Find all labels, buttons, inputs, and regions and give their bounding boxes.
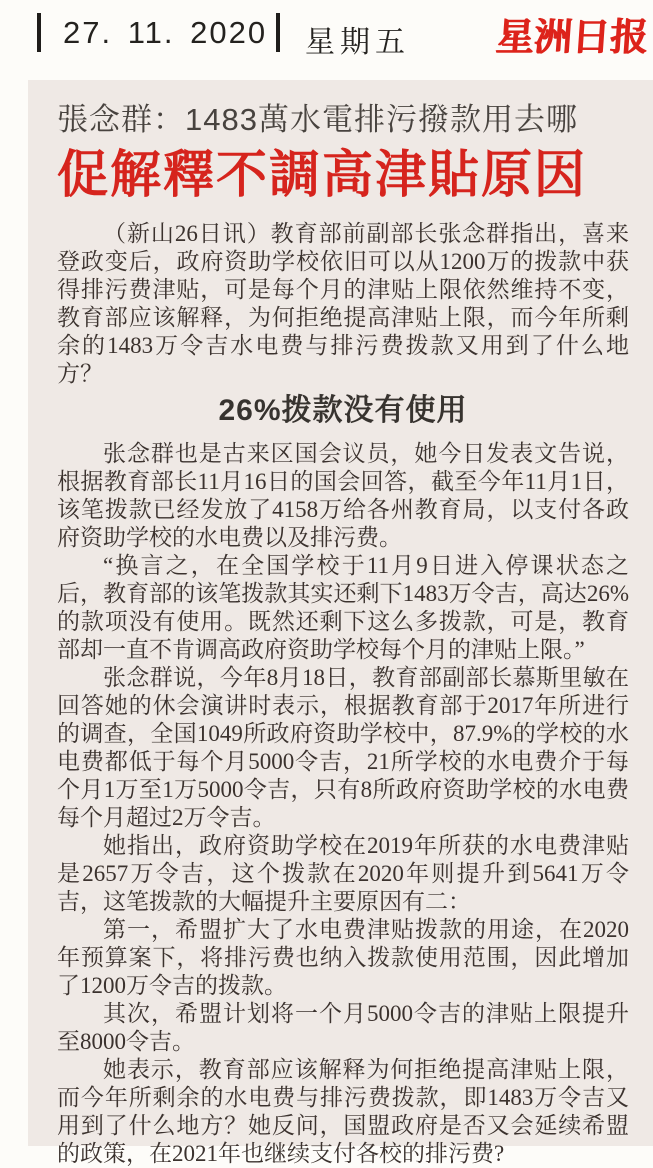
article-paragraph: 她表示，教育部应该解释为何拒绝提高津贴上限，而今年所剩余的水电费与排污费拨款，即1483万令吉又用到了什么地方？她反问，国盟政府是否又会延续希盟的政策，在2021年也继续支付各校的排污费? — [57, 1057, 629, 1166]
article-block — [28, 80, 653, 1166]
article-kicker: 張念群：1483萬水電排污撥款用去哪 — [57, 102, 578, 137]
article-body — [57, 220, 629, 1168]
article-paragraph: 张念群也是古来区国会议员，她今日发表文告说，根据教育部长11月16日的国会回答，截至今年11月1日，该笔拨款已经发放了4158万给各州教育局，以支付各政府资助学校的水电费以及排污费。 — [57, 441, 629, 550]
article-paragraph: 第一，希盟扩大了水电费津贴拨款的用途，在2020年预算案下，将排污费也纳入拨款使用范围，因此增加了1200万令吉的拨款。 — [57, 917, 629, 998]
issue-date: 27. 11. 2020 — [63, 15, 268, 50]
article-subheading: 26%拨款没有使用 — [218, 394, 468, 427]
article-paragraph: 其次，希盟计划将一个月5000令吉的津贴上限提升至8000令吉。 — [57, 1001, 629, 1054]
article-paragraph: 张念群说，今年8月18日，教育部副部长慕斯里敏在回答她的休会演讲时表示，根据教育部于2017年所进行的调查，全国1049所政府资助学校中，87.9%的学校的水电费都低于每个月5000令吉，21所学校的水电费介于每个月1万至1万5000令吉，只有8所政府资助学校的水电费每个月超过2万令吉。 — [57, 665, 629, 830]
page-header — [0, 0, 653, 80]
date-separator-bar-right — [276, 13, 280, 52]
article-headline: 促解釋不調高津貼原因 — [57, 146, 588, 203]
article-paragraph: 她指出，政府资助学校在2019年所获的水电费津贴是2657万令吉，这个拨款在2020年则提升到5641万令吉，这笔拨款的大幅提升主要原因有二： — [57, 833, 629, 914]
issue-weekday: 星期五 — [305, 26, 410, 59]
date-separator-bar-left — [37, 13, 41, 52]
newspaper-logo: 星洲日报 — [494, 17, 650, 59]
article-paragraph: （新山26日讯）教育部前副部长张念群指出，喜来登政变后，政府资助学校依旧可以从1200万的拨款中获得排污费津贴，可是每个月的津贴上限依然维持不变，教育部应该解释，为何拒绝提高津贴上限，而今年所剩余的1483万令吉水电费与排污费拨款又用到了什么地方？ — [57, 221, 629, 386]
article-paragraph: “换言之，在全国学校于11月9日进入停课状态之后，教育部的该笔拨款其实还剩下1483万令吉，高达26%的款项没有使用。既然还剩下这么多拨款，可是，教育部却一直不肯调高政府资助学校每个月的津贴上限。” — [57, 553, 629, 662]
